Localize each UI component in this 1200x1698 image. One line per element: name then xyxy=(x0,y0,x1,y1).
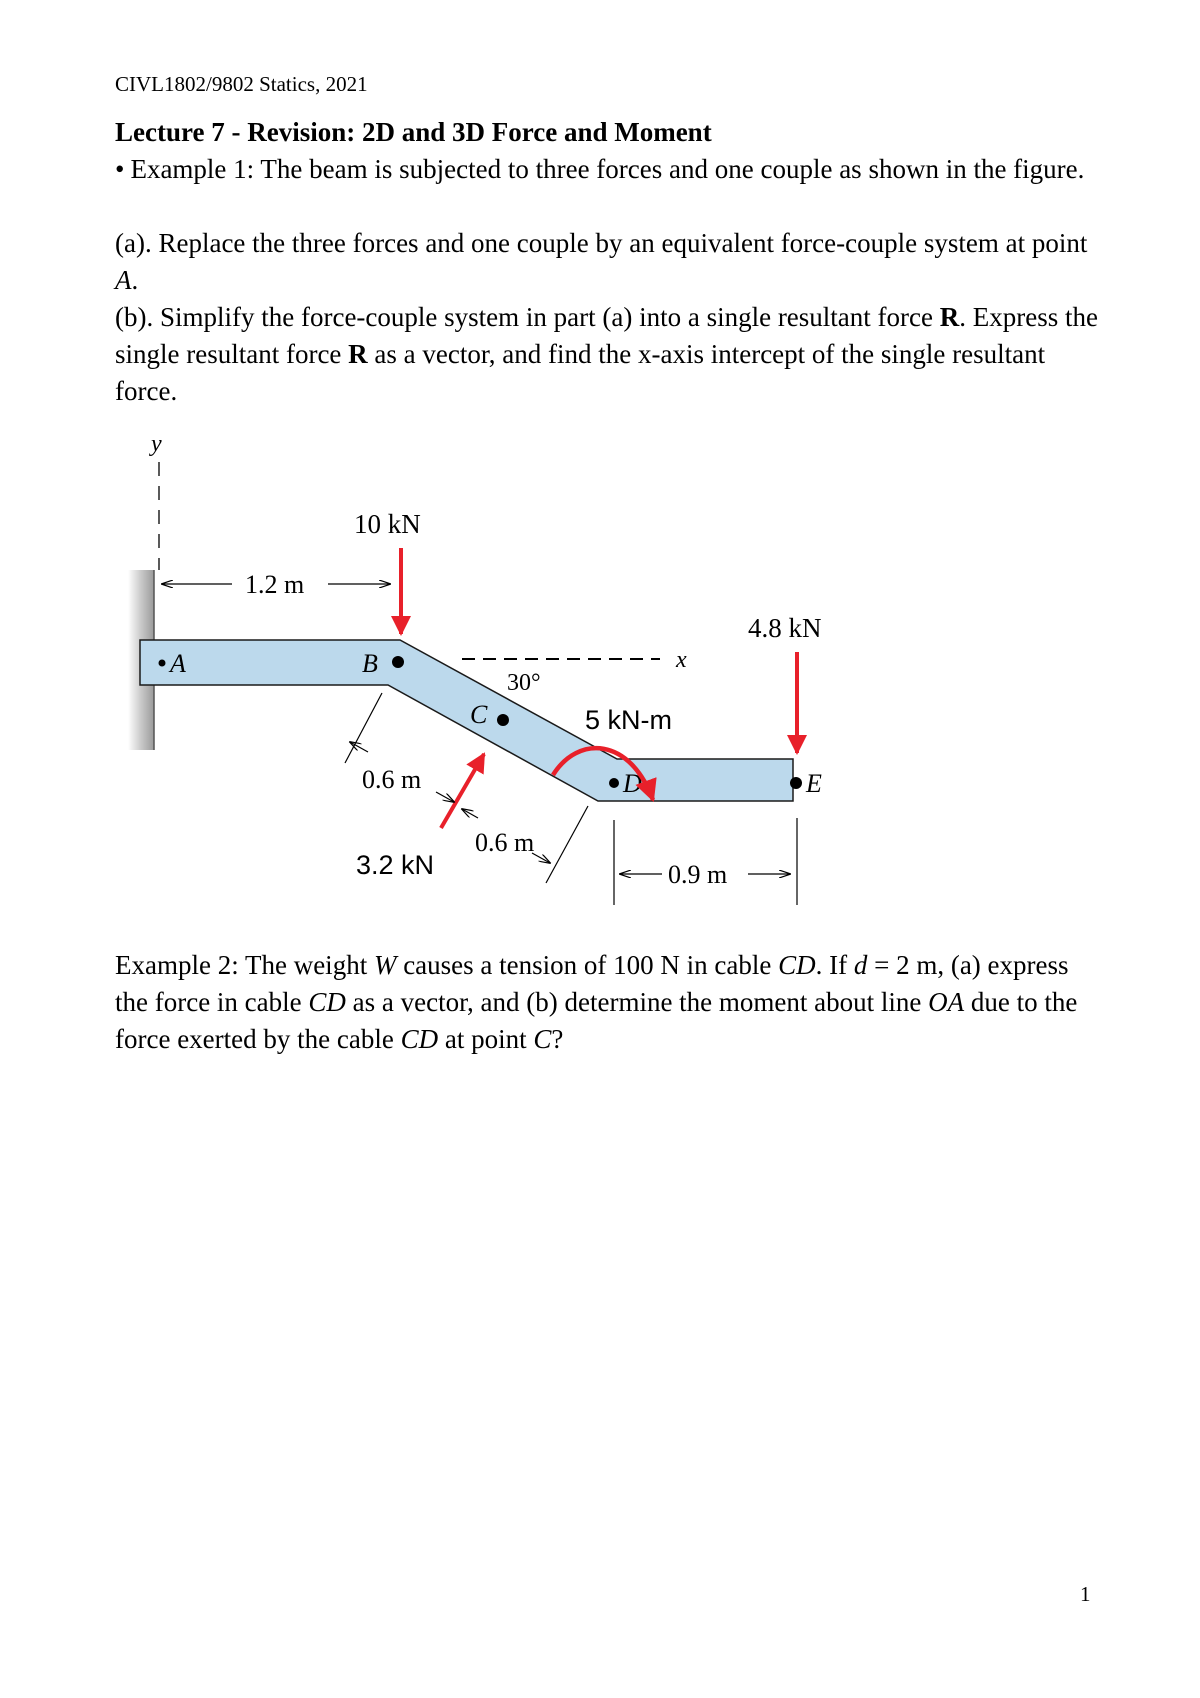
dim-0-6b-end xyxy=(532,853,550,863)
dim-0-6a-label: 0.6 m xyxy=(362,765,422,794)
bullet: • xyxy=(115,154,125,184)
resultant-symbol: R xyxy=(939,302,960,332)
dim-0-9-label: 0.9 m xyxy=(668,860,728,889)
point-a-dot xyxy=(159,660,166,667)
angle-label: 30° xyxy=(507,670,541,696)
dim-0-6a-end xyxy=(436,792,454,802)
example2-statement xyxy=(115,947,1095,1058)
point-c-dot xyxy=(497,714,509,726)
ex2-text: Example 2: The weight xyxy=(115,950,374,980)
part-a-end: . xyxy=(131,265,139,295)
example1-text: Example 1: The beam is subjected to three forces and one couple as shown in the figure. xyxy=(130,154,1085,184)
couple-label: 5 kN-m xyxy=(585,705,672,735)
point-d-dot xyxy=(609,778,619,788)
lecture-title: Lecture 7 - Revision: 2D and 3D Force and Moment xyxy=(115,117,712,147)
resultant-symbol: R xyxy=(348,339,368,369)
ex2-var-w: W xyxy=(373,950,397,980)
ex2-text: due to the force exerted by the cable xyxy=(115,987,1078,1054)
point-b-dot xyxy=(392,656,404,668)
point-e-dot xyxy=(790,777,802,789)
ex2-var-cd: CD xyxy=(778,950,816,980)
part-a-text: (a). Replace the three forces and one couple by an equivalent force-couple system at point xyxy=(115,228,1088,258)
dim-1-2-label: 1.2 m xyxy=(245,570,305,599)
ext-line-d xyxy=(546,806,588,883)
point-d-label: D xyxy=(623,769,642,798)
point-c-label: C xyxy=(470,700,488,729)
point-a-ref: A xyxy=(115,265,132,295)
point-a-label: A xyxy=(170,649,186,678)
dim-0-6a-start xyxy=(350,742,368,752)
force-48-label: 4.8 kN xyxy=(748,613,822,643)
ex2-text: as a vector, and (b) determine the moment about line xyxy=(345,987,929,1017)
part-b-text-2: . Express the single resultant force xyxy=(115,302,1098,369)
ext-line-b xyxy=(345,693,382,763)
ex2-var-cd: CD xyxy=(308,987,346,1017)
ex2-var-c: C xyxy=(533,1024,552,1054)
y-axis-label: y xyxy=(151,431,162,457)
force-32-arrow xyxy=(441,754,484,828)
ex2-text: causes a tension of 100 N in cable xyxy=(396,950,779,980)
point-b-label: B xyxy=(362,649,378,678)
ex2-text: at point xyxy=(438,1024,534,1054)
force-10-label: 10 kN xyxy=(354,509,421,539)
beam xyxy=(140,640,793,801)
ex2-text: ? xyxy=(551,1024,564,1054)
ex2-var-d: d xyxy=(853,950,868,980)
dim-0-6b-start xyxy=(462,809,478,818)
ex2-text: = 2 m, (a) express the force in cable xyxy=(115,950,1069,1017)
page-number: 1 xyxy=(1080,1582,1091,1606)
ex2-text: . If xyxy=(815,950,854,980)
point-e-label: E xyxy=(806,769,822,798)
x-axis-label: x xyxy=(676,647,687,673)
ex2-var-cd: CD xyxy=(400,1024,439,1054)
course-header: CIVL1802/9802 Statics, 2021 xyxy=(115,72,368,96)
part-b-text-3: as a vector, and find the x-axis intercept of the single resultant force. xyxy=(115,339,1046,406)
part-b-text-1: (b). Simplify the force-couple system in part (a) into a single resultant force xyxy=(115,302,940,332)
force-32-label: 3.2 kN xyxy=(356,850,435,880)
ex2-var-oa: OA xyxy=(928,987,965,1017)
dim-0-6b-label: 0.6 m xyxy=(475,828,535,857)
